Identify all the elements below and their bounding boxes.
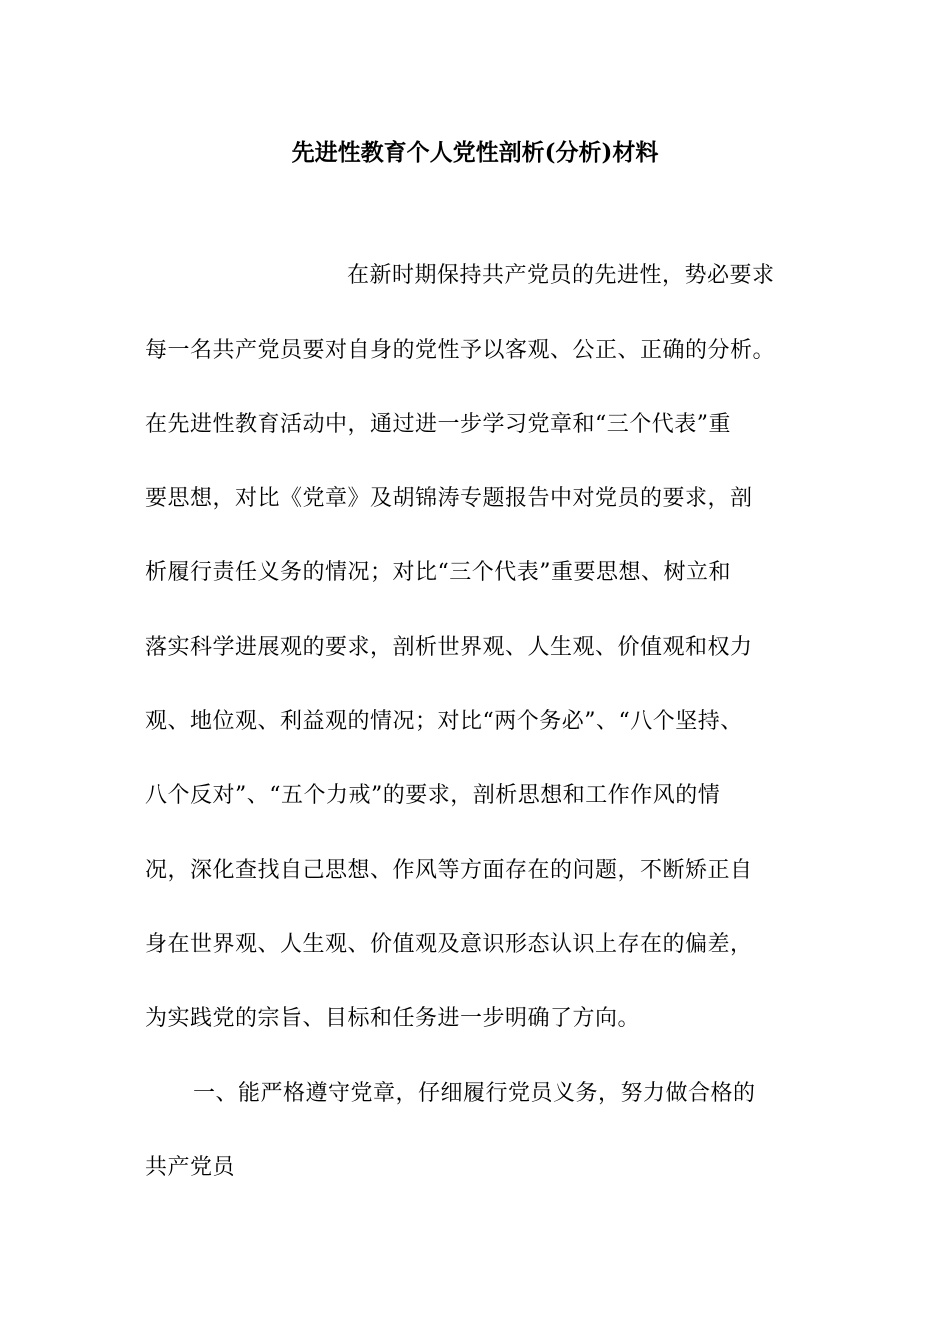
- paragraph-line: 身在世界观、人生观、价值观及意识形态认识上存在的偏差，: [145, 932, 753, 957]
- paragraph-line: 在新时期保持共产党员的先进性，势必要求: [347, 263, 775, 288]
- paragraph-line: 要思想，对比《党章》及胡锦涛专题报告中对党员的要求，剖: [145, 486, 753, 511]
- paragraph-line: 观、地位观、利益观的情况；对比“两个务必”、“八个坚持、: [145, 709, 743, 734]
- section-heading-line: 一、能严格遵守党章，仔细履行党员义务，努力做合格的: [193, 1081, 756, 1106]
- paragraph-line: 析履行责任义务的情况；对比“三个代表”重要思想、树立和: [145, 560, 731, 585]
- document-title: 先进性教育个人党性剖析(分析)材料: [291, 139, 659, 166]
- paragraph-line: 八个反对”、“五个力戒”的要求，剖析思想和工作作风的情: [145, 783, 721, 808]
- paragraph-line: 为实践党的宗旨、目标和任务进一步明确了方向。: [145, 1006, 641, 1031]
- paragraph-line: 况，深化查找自己思想、作风等方面存在的问题，不断矫正自: [145, 858, 753, 883]
- paragraph-line: 落实科学进展观的要求，剖析世界观、人生观、价值观和权力: [145, 635, 753, 660]
- paragraph-line: 每一名共产党员要对自身的党性予以客观、公正、正确的分析。: [145, 338, 776, 363]
- section-heading-line: 共产党员: [145, 1155, 236, 1180]
- paragraph-line: 在先进性教育活动中，通过进一步学习党章和“三个代表”重: [145, 412, 731, 437]
